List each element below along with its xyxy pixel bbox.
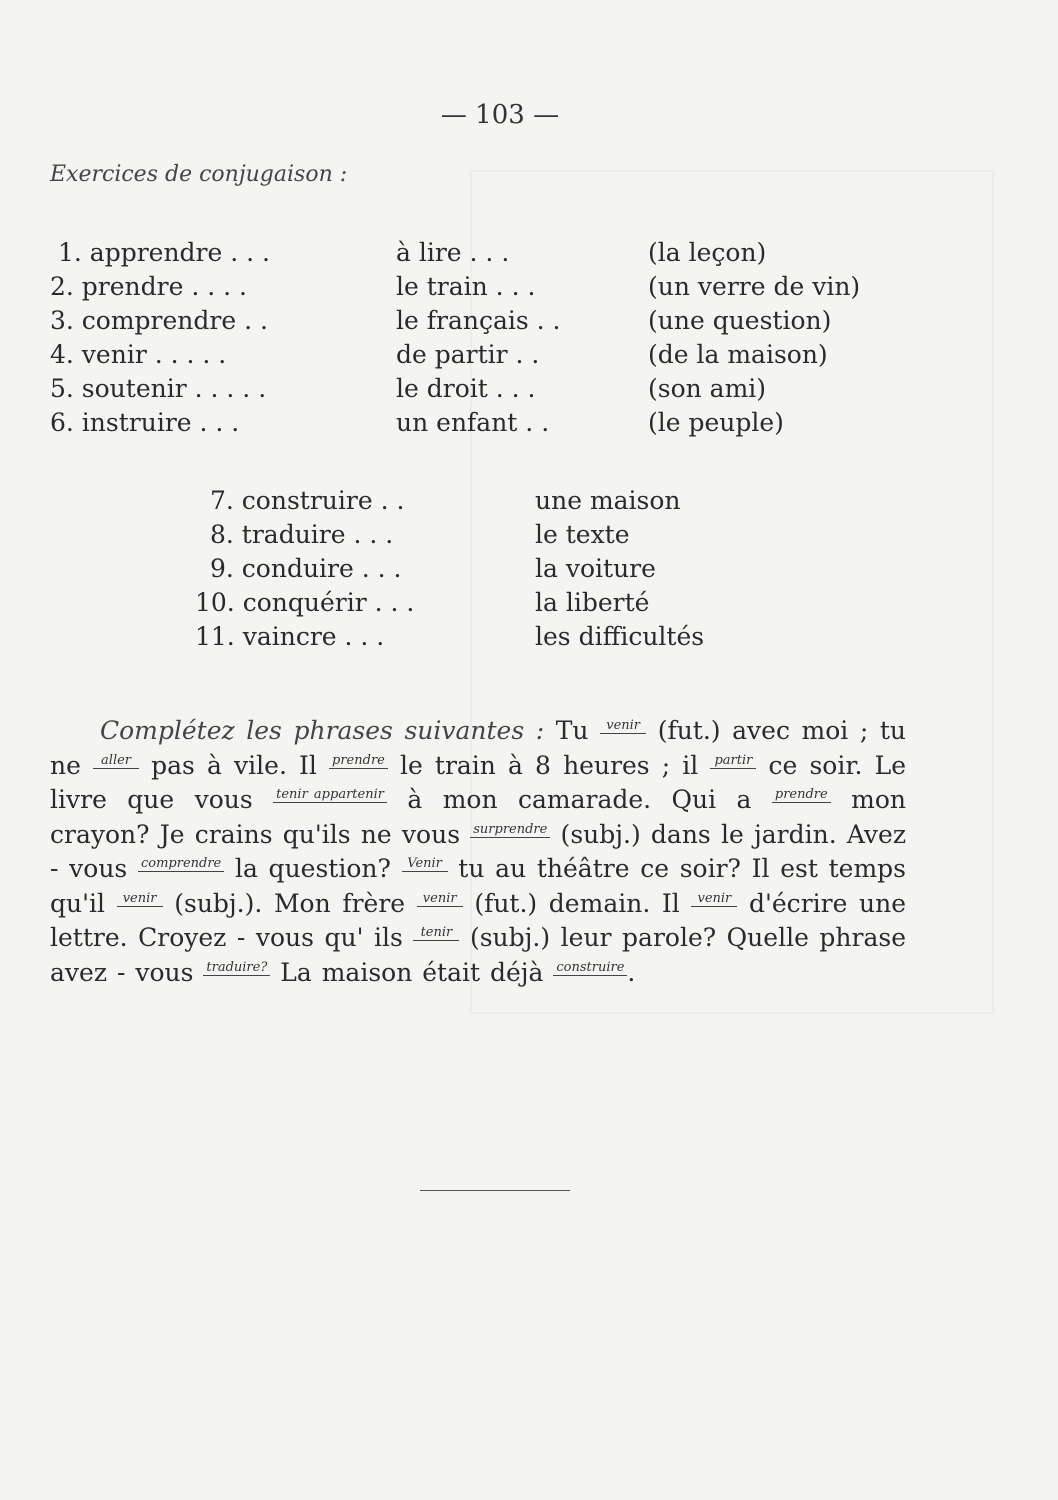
verb-cell: 4. venir . . . . . [50, 340, 227, 369]
fill-blank: Venir [402, 857, 448, 872]
fill-blank: tenir [413, 926, 459, 941]
fill-blank: partir [710, 754, 756, 769]
fill-blank: venir [417, 892, 463, 907]
fill-in-paragraph [50, 714, 906, 990]
object-cell: une maison [535, 486, 681, 515]
verb-cell: 6. instruire . . . [50, 408, 240, 437]
fill-blank: construire [553, 961, 627, 976]
object-cell: la liberté [535, 588, 650, 617]
verb-cell: 7. construire . . [210, 486, 405, 515]
alternative-cell: (un verre de vin) [648, 272, 861, 301]
verb-cell: 3. comprendre . . [50, 306, 268, 335]
paragraph-text: (subj.) leur parole? Quelle phrase avez - vous [50, 923, 906, 987]
paragraph-text: d'écrire une lettre. Croyez - vous qu' ils [50, 888, 907, 952]
fill-blank: traduire? [203, 961, 270, 976]
fill-blank: comprendre [138, 857, 224, 872]
paragraph-text: ce soir. Le livre que vous [50, 750, 907, 814]
alternative-cell: (la leçon) [648, 238, 767, 267]
paragraph-text: la question? [224, 854, 402, 883]
object-cell: le français . . [396, 306, 561, 335]
paragraph-text: tu au théâtre ce soir? Il est temps qu'il [50, 854, 906, 918]
paragraph-text: Tu [544, 716, 601, 745]
paragraph-text: pas à vile. Il [139, 750, 330, 780]
object-cell: de partir . . [396, 340, 540, 369]
object-cell: la voiture [535, 554, 656, 583]
exercise-heading: Exercices de conjugaison : [50, 162, 348, 187]
verb-cell: 10. conquérir . . . [195, 588, 415, 617]
verb-cell: 9. conduire . . . [210, 554, 402, 583]
paragraph-intro: Complétez les phrases suivantes : [100, 716, 545, 745]
page-number: — 103 — [440, 100, 560, 130]
object-cell: un enfant . . [396, 408, 550, 437]
object-cell: le train . . . [396, 272, 536, 301]
paragraph-text: le train à 8 heures ; il [387, 750, 711, 780]
paragraph-text: . [627, 957, 636, 987]
alternative-cell: (de la maison) [648, 340, 828, 369]
paragraph-text: mon crayon? Je crains qu'ils ne vous [50, 785, 906, 849]
object-cell: les difficultés [535, 622, 705, 651]
object-cell: le droit . . . [396, 374, 536, 403]
alternative-cell: (une question) [648, 306, 832, 335]
fill-blank: prendre [772, 788, 831, 803]
fill-blank: aller [93, 754, 139, 769]
fill-blank: prendre [329, 754, 388, 769]
paragraph-text: (fut.) avec moi ; tu ne [50, 716, 907, 780]
fill-blank: venir [117, 892, 163, 907]
fill-blank: surprendre [470, 823, 550, 838]
paragraph-text: (fut.) demain. Il [462, 888, 692, 918]
closing-rule [420, 1190, 570, 1191]
verb-cell: 1. apprendre . . . [58, 238, 270, 267]
verb-cell: 8. traduire . . . [210, 520, 394, 549]
fill-blank: venir [691, 892, 737, 907]
alternative-cell: (son ami) [648, 374, 767, 403]
object-cell: le texte [535, 520, 630, 549]
paragraph-text: (subj.). Mon frère [162, 888, 417, 918]
paragraph-text: La maison était déjà [270, 957, 554, 987]
verb-cell: 5. soutenir . . . . . [50, 374, 267, 403]
paragraph-text: (subj.) dans le jardin. Avez - vous [50, 819, 906, 883]
object-cell: à lire . . . [396, 238, 510, 267]
fill-blank: tenir appartenir [273, 788, 387, 803]
verb-cell: 2. prendre . . . . [50, 272, 247, 301]
paragraph-text: à mon camarade. Qui a [386, 785, 772, 814]
verb-cell: 11. vaincre . . . [195, 622, 385, 651]
alternative-cell: (le peuple) [648, 408, 784, 437]
fill-blank: venir [600, 719, 646, 734]
